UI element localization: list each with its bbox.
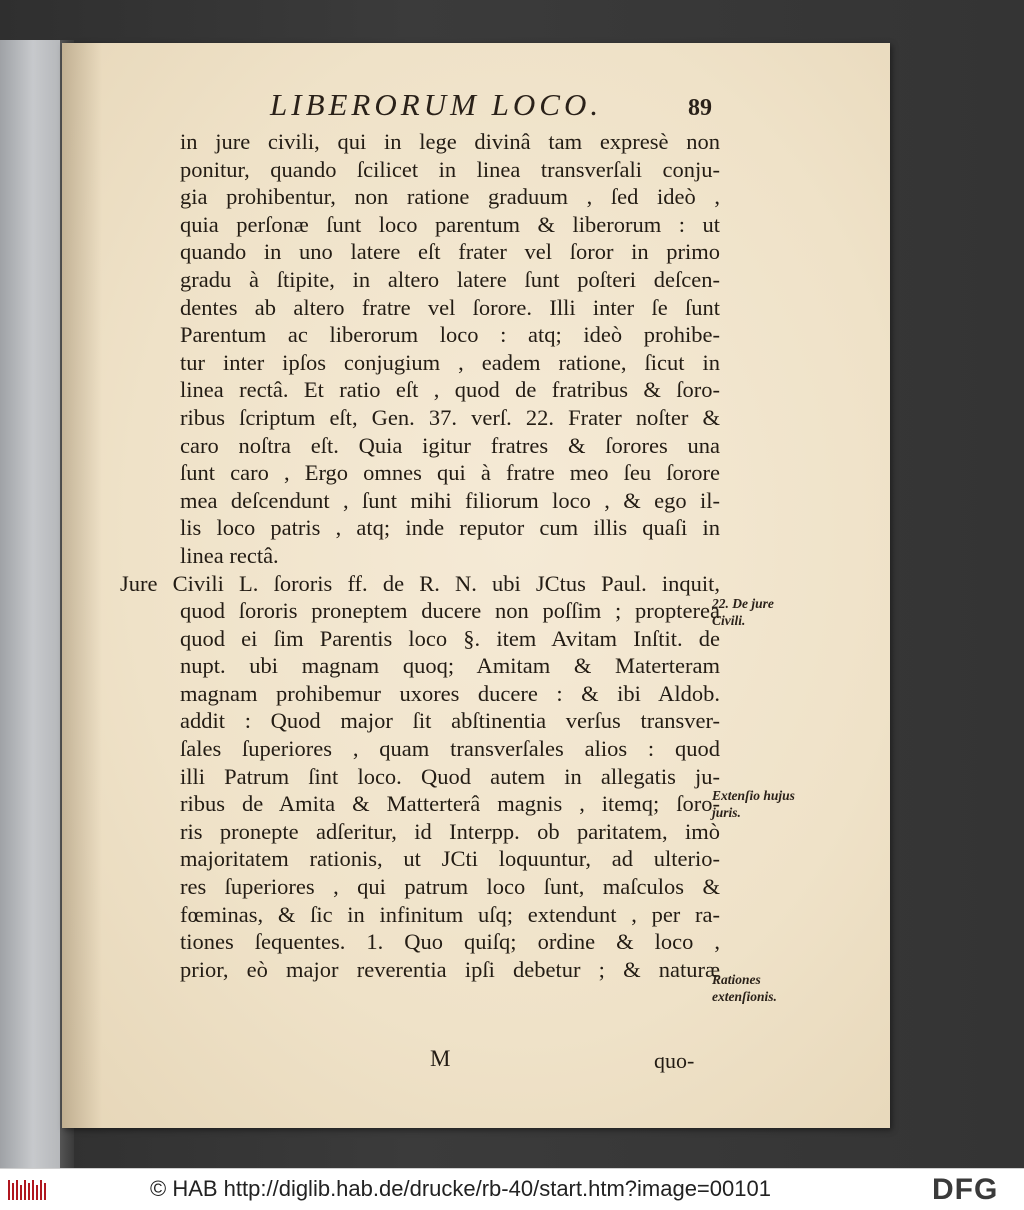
text-line: addit : Quod major ſit abſtinentia verſus transver- [180, 708, 720, 734]
text-line: in jure civili, qui in lege divinâ tam expresè non [180, 129, 720, 154]
running-head: LIBERORUM LOCO. [270, 87, 603, 122]
text-line: fœminas, & ſic in infinitum uſq; extendunt , per ra- [180, 901, 720, 927]
copyright-url: © HAB http://diglib.hab.de/drucke/rb-40/start.htm?image=00101 [150, 1176, 771, 1201]
text-line: majoritatem rationis, ut JCti loquuntur, ad ulterio- [180, 846, 720, 872]
text-line: illi Patrum ſint loco. Quod autem in allegatis ju- [180, 763, 720, 789]
text-line: linea rectâ. [180, 542, 279, 568]
text-line: lis loco patris , atq; inde reputor cum illis quaſi in [180, 515, 720, 541]
text-line: gradu à ſtipite, in altero latere ſunt poſteri deſcen- [180, 266, 720, 292]
text-line: quando in uno latere eſt frater vel ſoror in primo [180, 239, 720, 265]
text-line: ribus de Amita & Matterterâ magnis , itemq; ſoro- [180, 791, 720, 817]
text-line: Jure Civili L. ſororis ff. de R. N. ubi JCtus Paul. inquit, [120, 570, 720, 596]
text-line: nupt. ubi magnam quoq; Amitam & Materteram [180, 653, 720, 679]
text-line: ribus ſcriptum eſt, Gen. 37. verſ. 22. Frater noſter & [180, 404, 720, 430]
text-line: res ſuperiores , qui patrum loco ſunt, maſculos & [180, 874, 720, 900]
dfg-logo: DFG [932, 1173, 999, 1206]
margin-note: Rationes extenſionis. [712, 972, 777, 1004]
book-page [62, 43, 890, 1128]
text-line: linea rectâ. Et ratio eſt , quod de fratribus & ſoro- [180, 377, 720, 403]
text-line: ſunt caro , Ergo omnes qui à fratre meo ſeu ſorore [180, 460, 720, 486]
footer-bar [0, 1168, 1024, 1210]
text-line: dentes ab altero fratre vel ſorore. Illi inter ſe ſunt [180, 294, 720, 320]
signature-mark: M [430, 1046, 451, 1071]
text-line: magnam prohibemur uxores ducere : & ibi Aldob. [180, 680, 720, 706]
text-line: Parentum ac liberorum loco : atq; ideò prohibe- [180, 322, 720, 348]
text-line: ris pronepte adſeritur, id Interpp. ob paritatem, imò [180, 818, 720, 844]
margin-note: Extenſio hujus juris. [712, 788, 795, 820]
text-line: gia prohibentur, non ratione graduum , ſed ideò , [180, 184, 720, 210]
text-line: tiones ſequentes. 1. Quo quiſq; ordine & loco , [180, 929, 720, 955]
catchword: quo- [654, 1048, 695, 1073]
hab-logo-icon [6, 1177, 48, 1203]
text-line: ponitur, quando ſcilicet in linea transverſali conju- [180, 156, 720, 182]
page-spine-shade [62, 43, 102, 1128]
text-line: caro noſtra eſt. Quia igitur fratres & ſorores una [180, 432, 720, 458]
text-line: mea deſcendunt , ſunt mihi filiorum loco , & ego il- [180, 487, 720, 513]
text-line: quod ei ſim Parentis loco §. item Avitam Inſtit. de [180, 625, 720, 651]
margin-note: 22. De jure Civili. [712, 596, 774, 628]
previous-page-edge [0, 40, 62, 1168]
text-line: ſales ſuperiores , quam transverſales alios : quod [180, 736, 720, 762]
page-number: 89 [688, 95, 712, 121]
text-block [120, 128, 720, 983]
text-line: tur inter ipſos conjugium , eadem ratione, ſicut in [180, 349, 720, 375]
text-line: quia perſonæ ſunt loco parentum & liberorum : ut [180, 211, 720, 237]
text-line: quod ſororis proneptem ducere non poſſim ; propterea [180, 598, 720, 624]
text-line: prior, eò major reverentia ipſi debetur ; & naturæ [180, 956, 720, 982]
